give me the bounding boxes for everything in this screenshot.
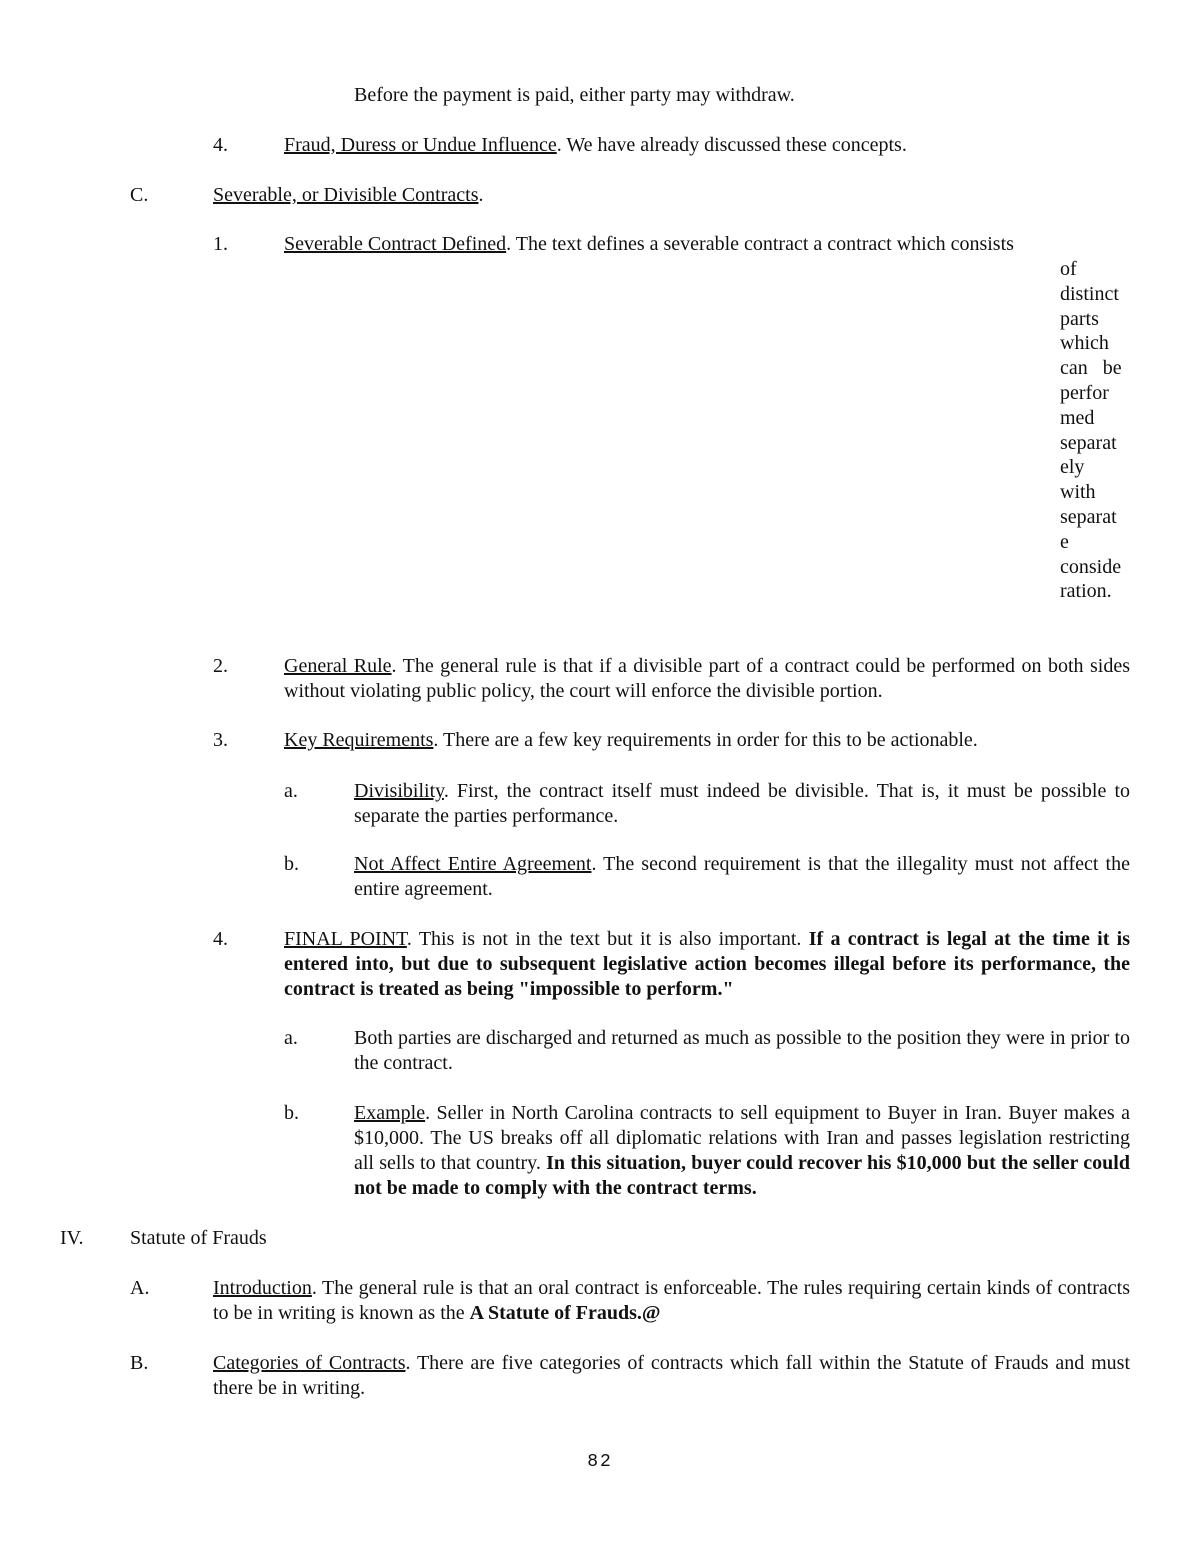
item-letter: b. — [284, 1102, 299, 1124]
intro-line: Before the payment is paid, either party may withdraw. — [354, 84, 795, 106]
column-word: ely — [1060, 456, 1085, 479]
paragraph-heading: Not Affect Entire Agreement — [354, 853, 592, 875]
section-letter: A. — [130, 1277, 150, 1299]
paragraph-heading: Divisibility — [354, 780, 444, 802]
column-word: conside — [1060, 555, 1122, 578]
paragraph-not-affect-entire — [354, 852, 1130, 902]
paragraph-heading: Example — [354, 1102, 426, 1124]
column-word: e — [1060, 530, 1069, 553]
section-letter: C. — [130, 184, 149, 206]
column-word: med — [1060, 406, 1095, 429]
column-word: can be — [1060, 357, 1122, 380]
paragraph-bold-text: In this situation, buyer could recover his $10,000 but the seller could not be made to comply with the contract terms. — [354, 1152, 1130, 1199]
section-letter: B. — [130, 1352, 149, 1374]
paragraph-bold-text: If a contract is legal at the time it is entered into, but due to subsequent legislative action becomes illegal before its performance, the contract is treated as being "impossible to perform." — [284, 928, 1131, 1000]
paragraph-text: . There are a few key requirements in order for this to be actionable. — [433, 729, 978, 751]
item-number: 4. — [213, 928, 228, 950]
paragraph-heading: Fraud, Duress or Undue Influence — [284, 134, 557, 156]
section-heading-statute-of-frauds: Statute of Frauds — [130, 1227, 267, 1249]
paragraph-text: . The text defines a severable contract a contract which consists — [506, 233, 1014, 255]
paragraph-text: . First, the contract itself must indeed be divisible. That is, it must be possible to separate the parties performance. — [354, 780, 1130, 827]
paragraph-parties-discharged — [354, 1026, 1130, 1076]
paragraph-heading: Severable Contract Defined — [284, 233, 507, 255]
paragraph-text: . The general rule is that if a divisible part of a contract could be performed on both sides without violating public policy, the court will enforce the divisible portion. — [284, 655, 1130, 702]
paragraph-text: . We have already discussed these concepts. — [556, 134, 907, 156]
paragraph-text: . The general rule is that an oral contract is enforceable. The rules requiring certain kinds of contracts to be in writing is known as the — [213, 1277, 1130, 1324]
paragraph-severable-defined — [284, 232, 1134, 257]
paragraph-heading: Categories of Contracts — [213, 1352, 406, 1374]
paragraph-bold-text: A Statute of Frauds.@ — [469, 1302, 661, 1324]
column-word: perfor — [1060, 381, 1109, 404]
column-word: ration. — [1060, 580, 1112, 603]
paragraph-divisibility — [354, 779, 1130, 829]
column-word: of — [1060, 258, 1077, 280]
paragraph-text: Both parties are discharged and returned as much as possible to the position they were in prior to the contract. — [354, 1027, 1130, 1074]
paragraph-key-requirements — [284, 728, 1130, 753]
narrow-text-column — [1060, 257, 1130, 604]
item-letter: a. — [284, 1027, 298, 1049]
item-number: 2. — [213, 655, 228, 677]
item-number: 3. — [213, 729, 228, 751]
paragraph-introduction — [213, 1276, 1130, 1326]
paragraph-fraud-duress — [284, 133, 1130, 158]
paragraph-heading: Introduction — [213, 1277, 312, 1299]
column-word: separat — [1060, 431, 1117, 454]
paragraph-example — [354, 1101, 1130, 1201]
item-letter: b. — [284, 853, 299, 875]
paragraph-text: . This is not in the text but it is also important. — [406, 928, 809, 950]
column-word: parts — [1060, 307, 1099, 330]
column-word: distinct — [1060, 282, 1119, 305]
column-word: separat — [1060, 505, 1117, 528]
paragraph-categories — [213, 1351, 1130, 1401]
paragraph-text: . The second requirement is that the illegality must not affect the entire agreement. — [354, 853, 1130, 900]
paragraph-text: . Seller in North Carolina contracts to sell equipment to Buyer in Iran. Buyer makes a $10,000. The US breaks off all diplomatic relations with Iran and passes legislation restricting all sells to that country. — [354, 1102, 1130, 1174]
paragraph-heading: General Rule — [284, 655, 392, 677]
page-number: 82 — [587, 1452, 613, 1472]
paragraph-heading: FINAL POINT — [284, 928, 407, 950]
item-number: 4. — [213, 134, 228, 156]
column-word: which — [1060, 332, 1109, 355]
paragraph-final-point — [284, 927, 1130, 1002]
paragraph-general-rule — [284, 654, 1130, 704]
roman-numeral: IV. — [60, 1227, 84, 1249]
item-number: 1. — [213, 233, 228, 255]
section-heading: Severable, or Divisible Contracts — [213, 184, 479, 206]
item-letter: a. — [284, 780, 298, 802]
heading-period: . — [478, 184, 484, 206]
paragraph-text: . There are five categories of contracts which fall within the Statute of Frauds and must there be in writing. — [213, 1352, 1130, 1399]
paragraph-heading: Key Requirements — [284, 729, 434, 751]
column-word: with — [1060, 481, 1096, 504]
section-heading-severable — [213, 183, 1113, 208]
